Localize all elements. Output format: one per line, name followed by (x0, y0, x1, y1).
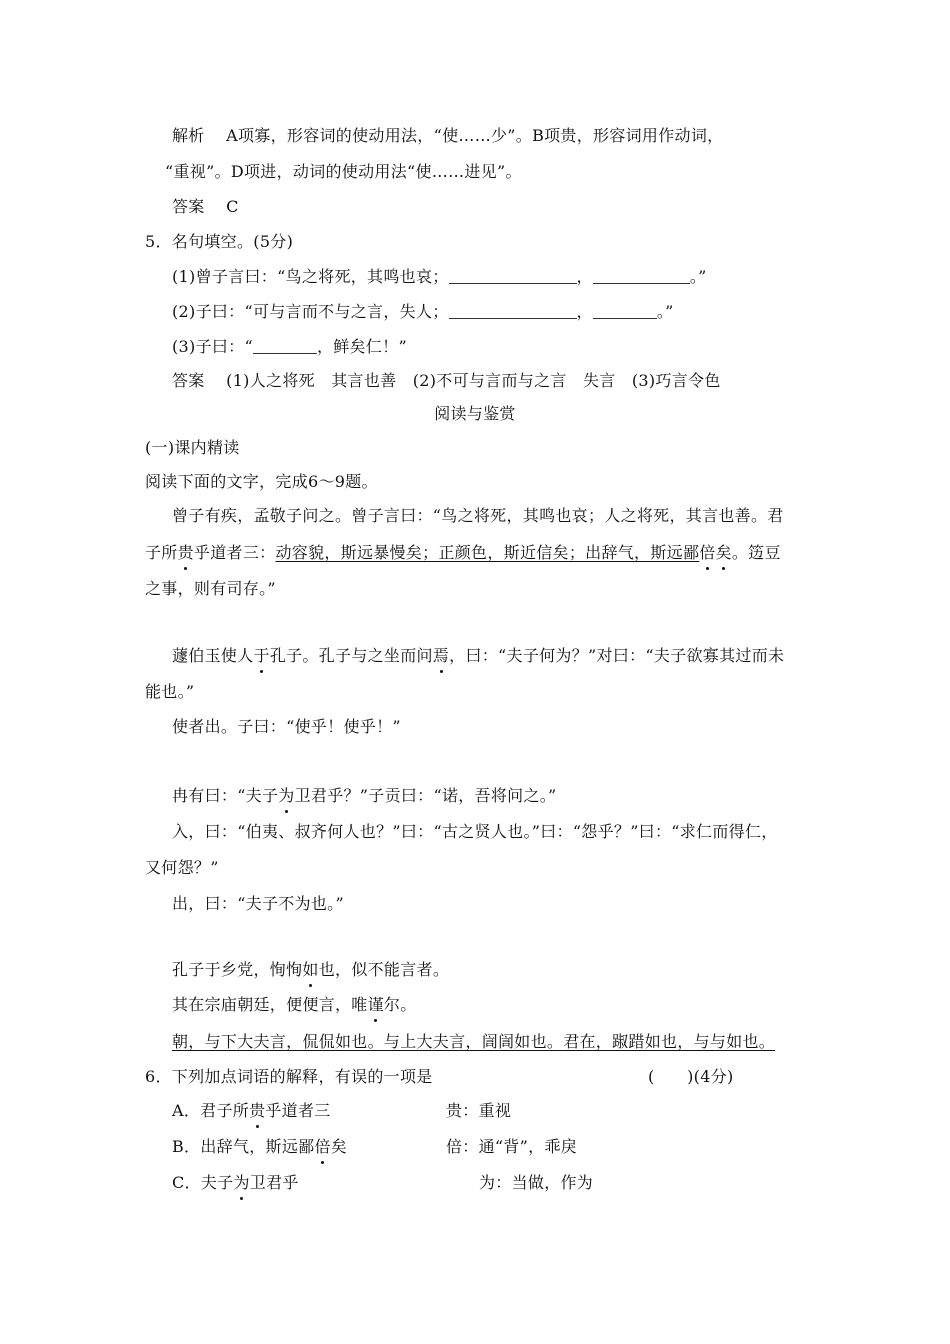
passage-1-line-2 (145, 542, 781, 564)
text-run: 尔。 (383, 995, 417, 1014)
text-run: 也，似不能言者。 (318, 960, 450, 979)
answer-4-label: 答案 (172, 197, 205, 216)
item-1-sep: ， (576, 267, 593, 286)
text-run: 其在宗庙朝廷，便便言，唯 (172, 995, 368, 1014)
option-letter: A． (172, 1101, 201, 1120)
answer-4 (172, 196, 239, 218)
option-b[interactable] (172, 1136, 347, 1158)
analysis-label: 解析 (172, 126, 205, 145)
answer-4-value: C (226, 197, 239, 216)
question-5-item-2 (172, 301, 674, 323)
dotted-word: 矣 (715, 543, 732, 562)
passage-2-line-2: 能也。” (145, 682, 195, 701)
text-run: 卫君乎？”子贡曰：“诺，吾将问之。” (294, 786, 557, 805)
question-5-item-3 (172, 336, 407, 358)
passage-1-line-1: 曾子有疾，孟敬子问之。曾子言曰：“鸟之将死，其鸣也哀；人之将死，其言也善。君 (172, 506, 784, 525)
passage-3-line-2: 入，曰：“伯夷、叔齐何人也？”曰：“古之贤人也。”曰：“怨乎？”曰：“求仁而得仁， (172, 822, 778, 841)
dotted-word: 为 (233, 1173, 250, 1192)
passage-3-line-3: 又何怨？” (145, 858, 219, 877)
question-6-title: 6．下列加点词语的解释，有误的一项是 (145, 1067, 433, 1086)
option-a[interactable] (172, 1100, 331, 1122)
fill-blank[interactable] (449, 269, 577, 284)
text-run: 动容貌，斯远暴慢矣；正颜色，斯近信矣；出辞气，斯远鄙 (275, 543, 700, 562)
passage-1-line-3: 之事，则有司存。” (145, 579, 276, 598)
passage-4-line-1 (172, 959, 449, 981)
option-a-gloss: 贵：重视 (446, 1101, 512, 1120)
text-run: 夫子 (200, 1173, 234, 1192)
dotted-word: 为 (278, 786, 295, 805)
passage-2-line-3: 使者出。子曰：“使乎！使乎！” (172, 717, 401, 736)
item-1-end: 。” (689, 267, 707, 286)
fill-blank[interactable] (593, 304, 657, 319)
passage-2-line-1 (172, 645, 784, 667)
item-3-end: ，鲜矣仁！” (316, 337, 407, 356)
item-3-prefix: (3)子曰：“ (172, 337, 253, 356)
text-run: 乎道者三： (193, 543, 276, 562)
text-run: ，曰：“夫子何为？”对曰：“夫子欲寡其过而未 (449, 646, 785, 665)
question-6-score: ( )(4分) (648, 1067, 734, 1086)
text-run: 君子所 (200, 1101, 250, 1120)
text-run: 卫君乎 (249, 1173, 299, 1192)
dotted-word: 贵 (177, 543, 194, 562)
option-letter: B． (172, 1137, 201, 1156)
passage-3-line-1 (172, 785, 557, 807)
text-run: 孔子。孔子与之坐而问 (269, 646, 433, 665)
item-1-prefix: (1)曾子言曰：“鸟之将死，其鸣也哀； (172, 267, 449, 286)
item-2-end: 。” (656, 302, 674, 321)
underlined-sentence (275, 543, 731, 562)
item-2-prefix: (2)子曰：“可与言而不与之言，失人； (172, 302, 449, 321)
option-b-gloss: 倍：通“背”，乖戾 (446, 1137, 578, 1156)
text-run: 乎道者三 (265, 1101, 331, 1120)
answer-5-text: (1)人之将死 其言也善 (2)不可与言而与之言 失言 (3)巧言令色 (226, 371, 721, 390)
answer-5-label: 答案 (172, 371, 205, 390)
fill-blank[interactable] (253, 339, 317, 354)
reading-instruction: 阅读下面的文字，完成6～9题。 (145, 472, 378, 491)
dotted-word: 如 (302, 960, 319, 979)
passage-3-line-4: 出，曰：“夫子不为也。” (172, 894, 344, 913)
option-c-gloss: 为：当做，作为 (479, 1173, 594, 1192)
text-run: 。笾豆 (731, 543, 781, 562)
subsection-title: (一)课内精读 (145, 438, 240, 457)
question-5-title: 5．名句填空。(5分) (145, 232, 294, 251)
analysis-text-1: A项寡，形容词的使动用法，“使……少”。B项贵，形容词用作动词， (226, 126, 724, 145)
dotted-word: 焉 (432, 646, 450, 665)
passage-4-line-3: 朝，与下大夫言，侃侃如也。与上大夫言，訚訚如也。君在，踧踖如也，与与如也。 (172, 1032, 776, 1051)
analysis-line-1 (172, 125, 723, 147)
text-run: 冉有曰：“夫子 (172, 786, 279, 805)
dotted-word: 倍 (699, 543, 716, 562)
text-run: 子所 (145, 543, 178, 562)
item-2-sep: ， (576, 302, 593, 321)
question-5-item-1 (172, 266, 707, 288)
dotted-word: 倍 (314, 1137, 331, 1156)
dotted-word: 贵 (249, 1101, 266, 1120)
fill-blank[interactable] (593, 269, 690, 284)
answer-5 (172, 370, 721, 392)
text-run: 矣 (330, 1137, 348, 1156)
fill-blank[interactable] (449, 304, 577, 319)
dotted-word: 谨 (367, 995, 384, 1014)
text-run: 出辞气，斯远鄙 (200, 1137, 315, 1156)
option-letter: C． (172, 1173, 201, 1192)
option-c[interactable] (172, 1172, 299, 1194)
text-run: 孔子于乡党，恂恂 (172, 960, 303, 979)
dotted-word: 于 (253, 646, 270, 665)
section-title: 阅读与鉴赏 (434, 404, 516, 423)
passage-4-line-2 (172, 994, 417, 1016)
analysis-line-2: “重视”。D项进，动词的使动用法“使……进见”。 (165, 162, 522, 181)
text-run: 蘧伯玉使人 (172, 646, 254, 665)
